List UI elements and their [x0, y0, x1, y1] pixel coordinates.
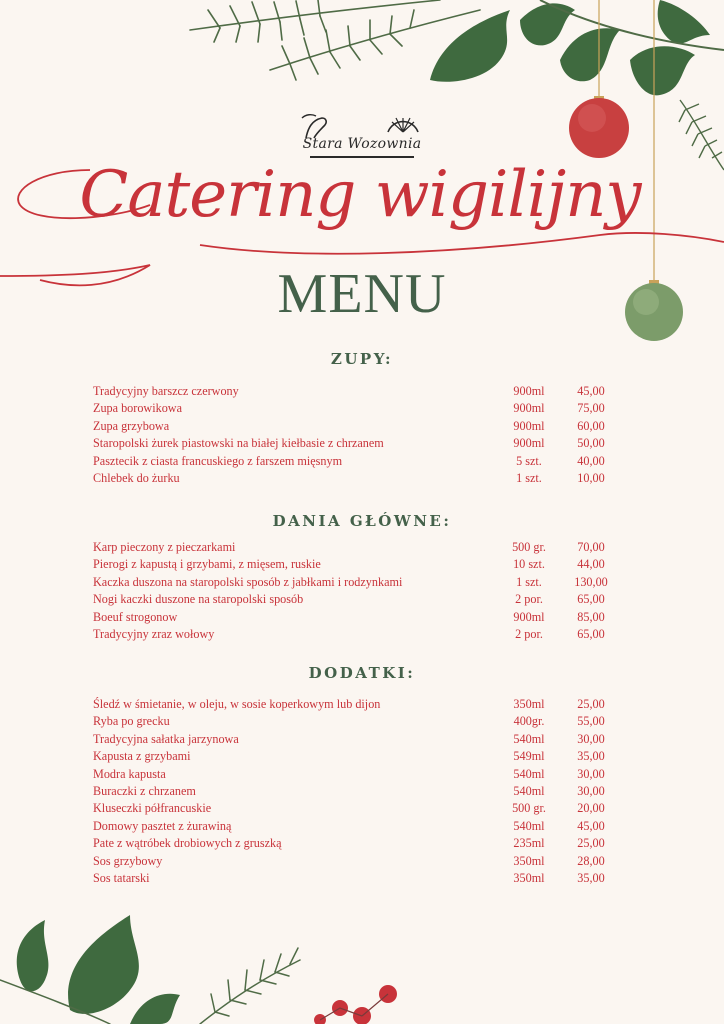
item-price: 30,00 [577, 731, 605, 746]
item-price: 60,00 [577, 418, 605, 433]
menu-item [0, 419, 724, 436]
item-price: 130,00 [574, 574, 608, 589]
item-qty: 235ml [513, 836, 545, 851]
item-price: 20,00 [577, 801, 605, 816]
item-qty: 900ml [513, 384, 545, 398]
item-qty: 900ml [513, 609, 545, 624]
menu-item [0, 592, 724, 609]
menu-item [0, 471, 724, 488]
item-price: 50,00 [577, 436, 605, 451]
logo-text: Stara Wozownia [302, 136, 422, 152]
item-price: 65,00 [577, 592, 605, 607]
item-name: Sos tatarski [93, 870, 150, 885]
menu-item [0, 854, 724, 871]
item-price: 65,00 [577, 626, 605, 641]
item-price: 30,00 [577, 766, 605, 781]
item-name: Pate z wątróbek drobiowych z gruszką [93, 836, 282, 851]
item-qty: 350ml [513, 697, 545, 711]
item-price: 55,00 [577, 714, 605, 729]
item-qty: 5 szt. [516, 453, 542, 468]
menu-list-zupy [0, 384, 724, 488]
section-heading-dania-glowne: DANIA GŁÓWNE: [272, 512, 452, 530]
menu-item [0, 540, 724, 557]
menu-item [0, 610, 724, 627]
section-heading-dodatki: DODATKI: [308, 664, 416, 682]
item-name: Modra kapusta [93, 766, 166, 781]
item-qty: 500 gr. [512, 540, 546, 554]
menu-item [0, 384, 724, 401]
item-price: 28,00 [577, 853, 605, 868]
menu-item [0, 714, 724, 731]
item-name: Buraczki z chrzanem [93, 783, 196, 798]
item-price: 35,00 [577, 749, 605, 764]
item-qty: 500 gr. [512, 801, 546, 816]
item-name: Domowy pasztet z żurawiną [93, 818, 232, 833]
item-name: Tradycyjny barszcz czerwony [93, 384, 239, 398]
menu-item [0, 767, 724, 784]
item-price: 44,00 [577, 557, 605, 572]
item-qty: 350ml [513, 853, 545, 868]
menu-item [0, 836, 724, 853]
item-qty: 540ml [513, 783, 545, 798]
menu-item [0, 732, 724, 749]
item-price: 10,00 [577, 470, 605, 485]
section-heading-zupy: ZUPY: [330, 350, 394, 368]
item-price: 35,00 [577, 870, 605, 885]
item-price: 45,00 [577, 384, 605, 398]
item-name: Kapusta z grzybami [93, 749, 191, 764]
item-price: 25,00 [577, 697, 605, 711]
item-qty: 400gr. [513, 714, 545, 729]
pine-branch-bottom-decoration [0, 900, 420, 1024]
item-qty: 540ml [513, 766, 545, 781]
menu-item [0, 749, 724, 766]
item-price: 45,00 [577, 818, 605, 833]
item-name: Zupa borowikowa [93, 401, 183, 416]
item-name: Karp pieczony z pieczarkami [93, 540, 236, 554]
menu-item [0, 819, 724, 836]
item-qty: 1 szt. [516, 470, 542, 485]
item-qty: 1 szt. [516, 574, 542, 589]
item-name: Nogi kaczki duszone na staropolski sposób [93, 592, 304, 607]
item-price: 25,00 [577, 836, 605, 851]
menu-title: MENU [277, 263, 447, 325]
item-name: Kluseczki półfrancuskie [93, 801, 212, 816]
item-qty: 540ml [513, 731, 545, 746]
item-name: Staropolski żurek piastowski na białej kiełbasie z chrzanem [93, 436, 384, 451]
item-name: Pierogi z kapustą i grzybami, z mięsem, ruskie [93, 557, 321, 572]
item-name: Śledź w śmietanie, w oleju, w sosie koperkowym lub dijon [93, 697, 381, 711]
item-qty: 540ml [513, 818, 545, 833]
menu-item [0, 575, 724, 592]
item-price: 40,00 [577, 453, 605, 468]
menu-item [0, 454, 724, 471]
item-qty: 10 szt. [513, 557, 545, 572]
item-name: Tradycyjna sałatka jarzynowa [93, 731, 239, 746]
menu-item [0, 784, 724, 801]
item-qty: 2 por. [515, 592, 543, 607]
menu-item [0, 436, 724, 453]
menu-list-dania-glowne [0, 540, 724, 644]
item-qty: 549ml [513, 749, 545, 764]
item-name: Ryba po grecku [93, 714, 170, 729]
item-price: 85,00 [577, 609, 605, 624]
item-qty: 900ml [513, 436, 545, 451]
item-qty: 350ml [513, 870, 545, 885]
item-price: 30,00 [577, 783, 605, 798]
item-name: Boeuf strogonow [93, 609, 178, 624]
item-qty: 900ml [513, 401, 545, 416]
item-name: Sos grzybowy [93, 853, 163, 868]
menu-item [0, 627, 724, 644]
menu-item [0, 401, 724, 418]
item-price: 75,00 [577, 401, 605, 416]
menu-item [0, 801, 724, 818]
item-name: Tradycyjny zraz wołowy [93, 626, 215, 641]
menu-item [0, 557, 724, 574]
script-title: Catering wigilijny [79, 158, 641, 232]
item-name: Kaczka duszona na staropolski sposób z jabłkami i rodzynkami [93, 574, 403, 589]
menu-item [0, 871, 724, 888]
item-name: Chlebek do żurku [93, 470, 180, 485]
item-qty: 2 por. [515, 626, 543, 641]
item-price: 70,00 [577, 540, 605, 554]
item-name: Zupa grzybowa [93, 418, 170, 433]
item-name: Pasztecik z ciasta francuskiego z farszem mięsnym [93, 453, 343, 468]
item-qty: 900ml [513, 418, 545, 433]
menu-list-dodatki [0, 697, 724, 888]
menu-item [0, 697, 724, 714]
